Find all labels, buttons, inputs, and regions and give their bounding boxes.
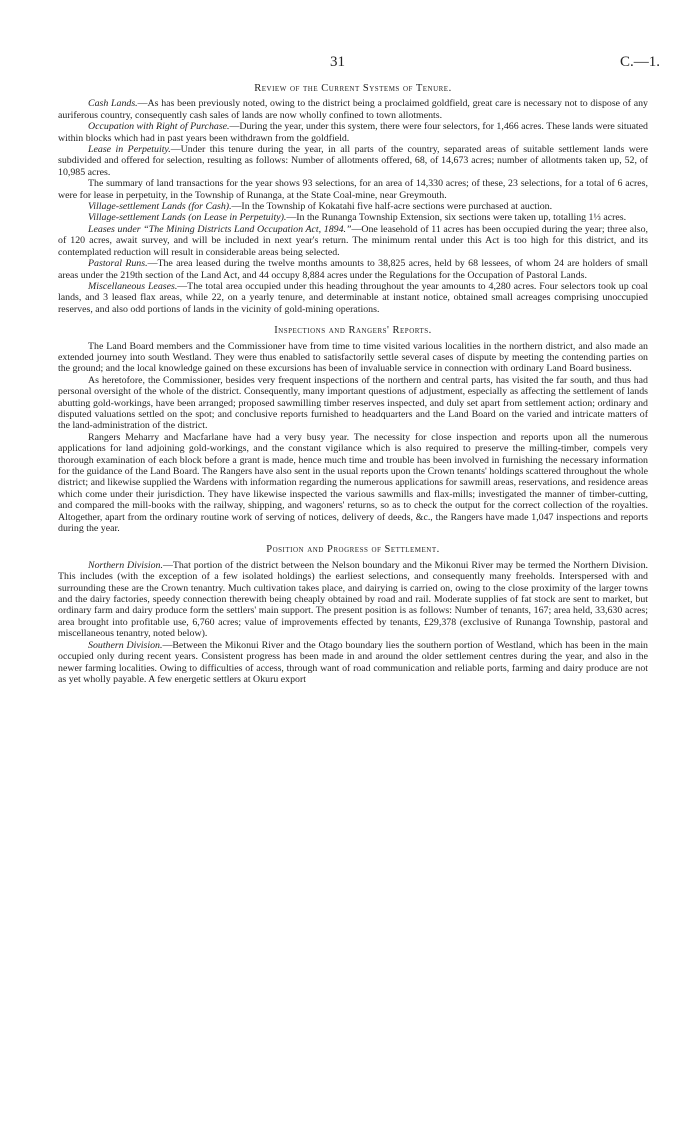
section-heading-tenure: Review of the Current Systems of Tenure.: [254, 83, 452, 94]
document-body: [58, 78, 648, 685]
section-heading-settlement: Position and Progress of Settlement.: [266, 544, 440, 556]
paragraph-text: —Under this tenure during the year, in all parts of the country, separated areas of suitable settlement lands were subdivided and offered for selection, resulting as follows: Number of allotments offered, 68, of 14,673 acres; number of allotments taken up, 52, of 10,985 acres.: [58, 144, 648, 178]
page-header: [0, 54, 700, 74]
paragraph-lead: Northern Division.: [88, 559, 163, 571]
paragraph-lead: Miscellaneous Leases.: [88, 280, 178, 292]
paragraph-text: Rangers Meharry and Macfarlane have had a very busy year. The necessity for close inspection and reports upon all the numerous applications for land adjoining gold-workings, and the constant vigilance which is also required to preserve the milling-timber, compels very thorough examination of each block before a grant is made, hence much time and trouble has been involved in furnishing the necessary information for the guidance of the Land Board. The Rangers have also sent in the usual reports upon the Crown tenants' holdings scattered throughout the whole district; and likewise supplied the Wardens with information regarding the numerous applications for sawmill areas, reservations, and residence areas which come under their jurisdiction. They have likewise inspected the various sawmills and flax-mills; investigated the manner of timber-cutting, and compared the mill-books with the railway, shipping, and wagoners' returns, so as to check the output for the correct collection of the royalties. Altogether, apart from the ordinary routine work of serving of notices, delivery of deeds, &c., the Rangers have made 1,047 inspections and reports during the year.: [58, 431, 648, 535]
paragraph: [58, 212, 648, 223]
paragraph: [58, 178, 648, 201]
paragraph-lead: Cash Lands.: [88, 98, 138, 110]
paragraph-lead: Leases under “The Mining Districts Land Occupation Act, 1894.”: [88, 223, 352, 235]
paragraph-text: —That portion of the district between the Nelson boundary and the Mikonui River may be termed the Northern Division. This includes (with the exception of a few isolated holdings) the earliest selections, and consequently many freeholds. Interspersed with and surrounding these are the Crown tenantry. Much cultivation takes place, and dairying is carried on, owing to the close proximity of the larger towns and the dairy factories, speedy connection therewith being cheaply obtained by road and rail. Moderate supplies of fat stock are sent to market, but ordinary farm and dairy produce form the settlers' main support. The present position is as follows: Number of tenants, 167; area held, 33,630 acres; area brought into profitable use, 6,760 acres; value of improvements effected by tenants, £29,378 (exclusive of Runanga Township, pastoral and miscellaneous tenantry, noted below).: [58, 559, 648, 640]
paragraph: [58, 432, 648, 535]
paragraph: [58, 640, 648, 686]
paragraph-text: —One leasehold of 11 acres has been occupied during the year; three also, of 120 acres, await survey, and will be included in next year's return. The minimum rental under this Act is too high for this district, and its contemplated reduction will result in considerable areas being selected.: [58, 223, 648, 258]
paragraph: [58, 341, 648, 375]
paragraph-text: The Land Board members and the Commissioner have from time to time visited various localities in the northern district, and also made an extended journey into south Westland. They were thus enabled to satisfactorily settle several cases of dispute by meeting the contending parties on the ground; and the local knowledge gained on these excursions has been of invaluable service in connection with ordinary Land Board business.: [58, 340, 648, 375]
page-number: 31: [330, 54, 345, 70]
paragraph: [58, 375, 648, 432]
paragraph: [58, 560, 648, 640]
paragraph: [58, 144, 648, 178]
paragraph: [58, 98, 648, 121]
paragraph-lead: Lease in Perpetuity.: [88, 144, 171, 156]
paragraph: [58, 121, 648, 144]
paragraph-text: —During the year, under this system, there were four selectors, for 1,466 acres. These lands were situated within blocks which had in past years been withdrawn from the goldfield.: [58, 121, 648, 144]
paragraph-text: —In the Runanga Township Extension, six sections were taken up, totalling 1⅓ acres.: [286, 212, 627, 224]
paragraph-lead: Occupation with Right of Purchase.: [88, 121, 230, 133]
paragraph-text: As heretofore, the Commissioner, besides very frequent inspections of the northern and central parts, has visited the far south, and thus had personal oversight of the whole of the district. Consequently, many important questions of adjustment, especially as affecting the settlement of lands abutting gold-workings, have been arranged; proposed sawmilling timber reserves inspected, and duly set apart from settlement action; ordinary and disputed valuations settled on the spot; and conclusive reports furnished to headquarters and the Land Board on the varied and intricate matters of the land-administration of the district.: [58, 374, 648, 432]
paragraph-lead: Southern Division.: [88, 639, 163, 651]
paragraph-text: —As has been previously noted, owing to the district being a proclaimed goldfield, great care is necessary not to dispose of any auriferous country, consequently cash sales of lands are now wholly confined to town allotments.: [58, 98, 648, 121]
paragraph: [58, 201, 648, 212]
paragraph-text: —The total area occupied under this heading throughout the year amounts to 4,280 acres. Four selectors took up coal lands, and 3 leased flax areas, while 22, on a yearly tenure, and determinable at instant notice, obtained small acreages comprising unoccupied reserves, and also odd portions of lands in the vicinity of gold-mining operations.: [58, 280, 648, 315]
document-code: C.—1.: [619, 54, 660, 70]
paragraph-lead: Village-settlement Lands (for Cash).: [88, 201, 232, 213]
section-heading-inspections: Inspections and Rangers' Reports.: [274, 325, 432, 337]
paragraph-text: —In the Township of Kokatahi five half-acre sections were purchased at auction.: [231, 201, 553, 213]
paragraph-text: —The area leased during the twelve months amounts to 38,825 acres, held by 68 lessees, of whom 24 are holders of small areas under the 219th section of the Land Act, and 44 occupy 8,884 acres under the Regulations for the Occupation of Pastoral Lands.: [58, 258, 648, 281]
paragraph-text: —Between the Mikonui River and the Otago boundary lies the southern portion of Westland, which has been in the main occupied only during recent years. Consistent progress has been made in and around the older settlement centres during the year, and also in the newer farming localities. Owing to difficulties of access, through want of road communication and reliable ports, farming and dairy produce are not as yet wholly payable. A few energetic settlers at Okuru export: [58, 639, 648, 685]
paragraph: [58, 258, 648, 281]
spacer: [58, 315, 648, 320]
paragraph: [58, 224, 648, 258]
paragraph: [58, 281, 648, 315]
spacer: [58, 534, 648, 539]
paragraph-lead: Pastoral Runs.: [88, 258, 148, 270]
paragraph-lead: Village-settlement Lands (on Lease in Perpetuity).: [88, 212, 287, 224]
paragraph-text: The summary of land transactions for the year shows 93 selections, for an area of 14,330 acres; of these, 23 selections, for a total of 6 acres, were for lease in perpetuity, in the Township of Runanga, at the State Coal-mine, near Greymouth.: [58, 178, 648, 201]
